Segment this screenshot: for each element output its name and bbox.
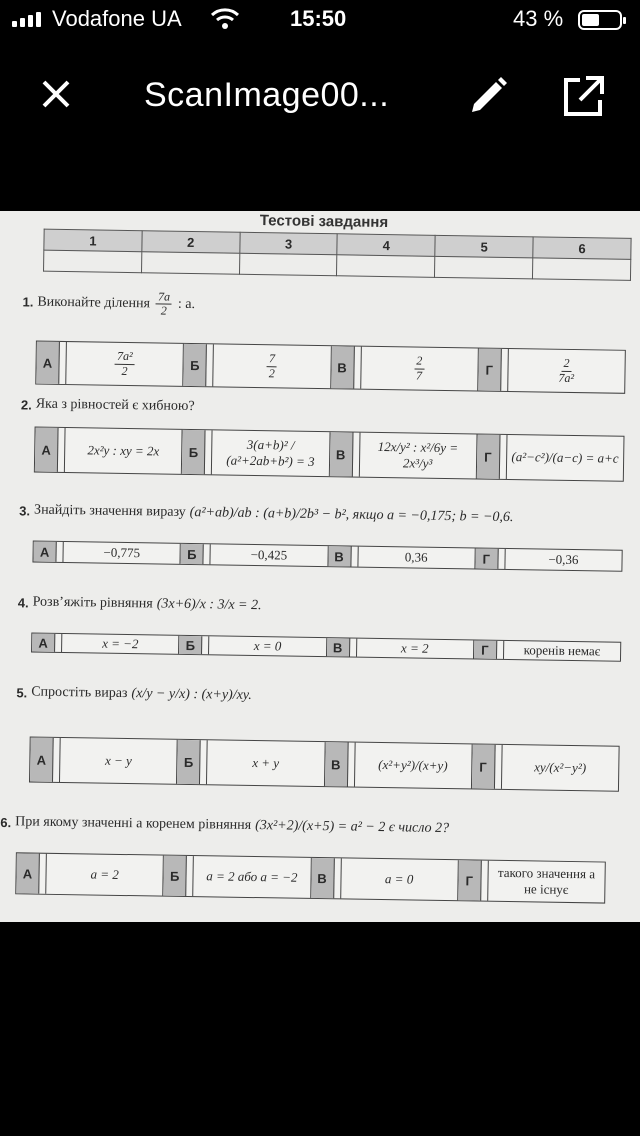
option-letter: А [30,738,54,782]
battery-percent: 43 % [513,6,564,31]
question-text: Розв’яжіть рівняння [32,594,153,612]
option-cell[interactable]: xy/(x²−y²) [534,759,587,776]
option-cell[interactable]: $\frac{\text{7a²}}{2}$ [66,342,184,386]
section-heading: Тестові завдання [259,212,389,232]
option-letter: А [35,428,59,472]
grid-number: 5 [435,235,533,258]
option-cell[interactable]: коренів немає [523,642,601,659]
wifi-icon [210,6,240,30]
option-cell[interactable]: 2x²y : xy = 2x [65,428,183,474]
option-letter: Б [179,636,202,654]
option-cell[interactable]: x = −2 [62,634,180,654]
clock: 15:50 [290,6,347,31]
option-cell[interactable]: x − y [60,738,178,784]
answer-row-6 [15,852,606,903]
grid-number: 2 [142,231,240,254]
option-cell[interactable]: 3(a+b)² / (a²+2ab+b²) = 3 [212,430,330,476]
answer-grid [43,229,632,281]
option-letter: Г [474,640,497,658]
option-letter: Г [475,548,498,568]
option-letter: Г [478,349,502,391]
signal-icon [12,12,41,27]
carrier-label: Vodafone UA [52,6,182,31]
question-5 [16,684,252,704]
answer-row-3 [32,541,622,572]
option-cell[interactable]: −0,425 [211,544,329,566]
grid-number: 6 [533,237,631,260]
question-text: Спростіть вираз [31,684,128,702]
grid-number: 4 [337,234,435,257]
question-number: 1. [22,294,34,310]
option-cell[interactable]: $\frac{2}{\text{7a²}}$ [558,356,575,385]
question-expression: (3x²+2)/(x+5) = a² − 2 є число 2? [255,818,450,837]
question-text: Яка з рівностей є хибною? [35,396,195,415]
option-cell[interactable]: a = 0 [341,858,459,900]
question-number: 3. [19,502,31,518]
grid-number: 3 [239,232,337,255]
question-tail: : a. [177,296,196,312]
answer-row-5 [29,737,620,792]
option-letter: Б [177,740,201,784]
option-cell[interactable]: −0,36 [548,551,579,568]
option-letter: А [32,634,55,652]
pencil-icon[interactable] [466,74,510,118]
question-text: При якому значенні a коренем рівняння [15,814,252,833]
option-letter: В [329,432,353,476]
question-4 [18,594,262,614]
option-letter: А [16,853,40,893]
answer-row-1 [35,341,626,394]
option-letter: Б [183,344,207,386]
grid-number: 1 [44,229,142,252]
viewer-toolbar [0,60,640,132]
fraction: $\frac{7a}{2}$ [156,290,172,318]
question-3 [19,502,513,526]
option-letter: Б [182,430,206,474]
option-letter: А [36,342,60,384]
question-1 [22,288,195,318]
option-cell[interactable]: $\frac{2}{7}$ [361,347,479,391]
option-cell[interactable]: x + y [207,740,325,786]
option-cell[interactable]: −0,775 [63,542,181,564]
question-number: 6. [0,814,12,830]
option-letter: В [328,546,351,566]
open-external-icon[interactable] [560,74,606,120]
option-letter: В [324,742,348,786]
battery-icon [578,10,622,30]
option-cell[interactable]: 12x/y² : x²/6y = 2x³/y³ [359,433,477,479]
option-letter: А [33,542,56,562]
option-cell[interactable]: a = 2 [46,854,164,896]
answer-row-4 [31,633,621,662]
option-letter: В [327,638,350,656]
close-icon[interactable] [36,74,76,114]
option-cell[interactable]: x = 2 [357,639,475,659]
scanned-document [0,211,640,922]
answer-row-2 [34,427,625,482]
file-title: ScanImage00... [144,76,390,114]
question-expression: (a²+ab)/ab : (a+b)/2b³ − b², якщо a = −0,175; b = −0,6. [189,504,514,526]
question-expression: (3x+6)/x : 3/x = 2. [156,596,262,614]
option-letter: Б [181,544,204,564]
question-number: 4. [17,594,29,610]
question-expression: (x/y − y/x) : (x+y)/xy. [131,686,252,703]
question-text: Знайдіть значення виразу [33,502,186,520]
question-6 [0,814,449,837]
question-2 [21,396,195,415]
option-cell[interactable]: (a²−c²)/(a−c) = a+c [511,449,619,466]
option-letter: Г [477,434,501,478]
option-cell[interactable]: $\frac{7}{2}$ [213,344,331,388]
option-cell[interactable]: 0,36 [358,547,476,569]
question-number: 2. [20,396,32,412]
option-letter: В [311,858,335,898]
option-letter: В [331,346,355,388]
option-cell[interactable]: (x²+y²)/(x+y) [354,743,472,789]
status-bar [0,0,640,40]
option-letter: Б [163,856,187,896]
option-cell[interactable]: a = 2 або a = −2 [193,856,311,898]
question-text: Виконайте ділення [37,294,151,312]
option-letter: Г [472,744,496,788]
option-cell[interactable]: x = 0 [209,636,327,656]
option-letter: Г [458,860,482,900]
question-number: 5. [16,684,28,700]
option-cell[interactable]: такого значення a не існує [497,864,596,897]
